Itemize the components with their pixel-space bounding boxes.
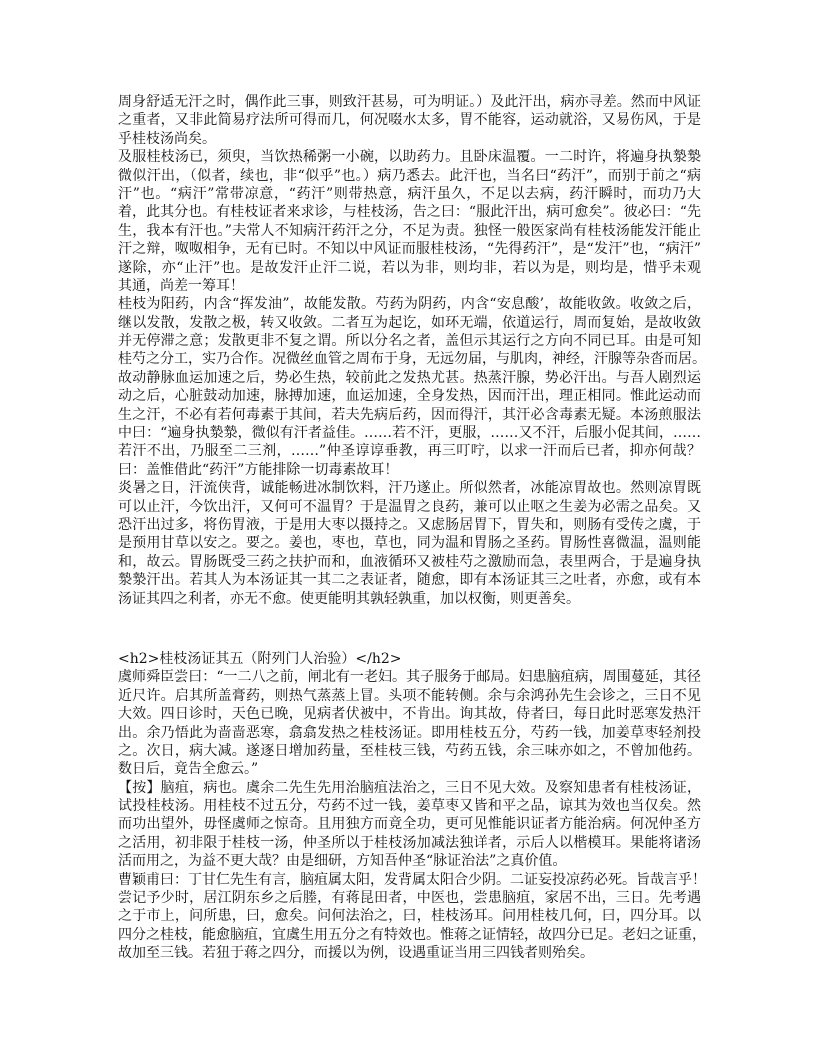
text-line: 故加至三钱。若狃于蒋之四分，而援以为例，设遇重证当用三四钱者则殆矣。 xyxy=(118,945,594,962)
text-line: 恐汗出过多，将伤胃液，于是用大枣以摄持之。又虑肠居胃下，胃失和，则肠有受传之虞，于 xyxy=(118,516,701,533)
paragraph xyxy=(118,779,701,871)
text-line: 是预用甘草以安之。要之。姜也，枣也，草也，同为温和胃肠之圣药。胃肠性喜微温，温则能 xyxy=(118,535,701,552)
text-line: 故动静脉血运加速之后，势必生热，较前此之发热尤甚。热蒸汗腺，势必汗出。与吾人剧烈运 xyxy=(118,369,701,386)
text-line: 桂枝为阳药，内含“挥发油”，故能发散。芍药为阴药，内含“安息酸’，故能收敛。收敛之后， xyxy=(118,296,701,313)
text-line: 其通，尚差一筹耳！ xyxy=(118,277,244,294)
text-line: 汗”也。“病汗”常带凉意，“药汗”则带热意，病汗虽久，不足以去病，药汗瞬时，而功乃大 xyxy=(118,185,701,202)
paragraph xyxy=(118,295,706,479)
text-line: 可以止汗，今饮出汗，又何可不温胃？于是温胃之良药，兼可以止呕之生姜为必需之品矣。又 xyxy=(118,498,701,515)
text-line: 尝记予少时，居江阴东乡之后塍，有蒋昆田者，中医也，尝患脑疽，家居不出，三日。先考遇 xyxy=(118,890,701,907)
text-line: 曰：盖惟借此“药汗”方能排除一切毒素故耳！ xyxy=(118,461,399,478)
text-line: 炎暑之日，汗流侠背，诚能畅进冰制饮料，汗乃遂止。所似然者，冰能凉胃故也。然则凉胃既 xyxy=(118,480,701,497)
section-before xyxy=(118,93,706,608)
text-line: 汤证其四之利者，亦无不愈。使更能明其孰轻孰重，加以权衡，则更善矣。 xyxy=(118,590,580,607)
text-line: 和，故云。胃肠既受三药之扶护而和，血液循环又被桂芍之激励而急，表里两合，于是遍身执 xyxy=(118,553,701,570)
text-line: 生之汗，不必有若何毒素于其间，若夫先病后药，因而得汗，其汗必含毒素无疑。本汤煎服法 xyxy=(118,406,701,423)
text-line: 汗之辩，呶呶相争，无有已时。不知以中风证而服桂枝汤，“先得药汗”，是“发汗”也，“病汗” xyxy=(118,241,701,258)
text-line: 之。次日，病大减。遂逐日增加药量，至桂枝三钱，芍药五钱，余三味亦如之，不曾加他药。 xyxy=(118,742,701,759)
paragraph xyxy=(118,871,706,963)
text-line: 活而用之，为益不更大哉？由是细研，方知吾仲圣“脉证治法”之真价值。 xyxy=(118,853,567,870)
text-line: 而功出望外，毋怪虞师之惊奇。且用独方而竟全功，更可见惟能识证者方能治病。何况仲圣方 xyxy=(118,816,701,833)
text-line: 乎桂枝汤尚矣。 xyxy=(118,130,216,147)
text-line: 出。余乃悟此为啬啬恶寒，翕翕发热之桂枝汤证。即用桂枝五分，芍药一钱，加姜草枣轻剂投 xyxy=(118,724,701,741)
paragraph xyxy=(118,148,701,295)
text-line: 及服桂枝汤已，须臾，当饮热稀粥一小碗，以助药力。且卧床温覆。一二时许，将遍身执漐漐 xyxy=(118,149,701,166)
section-after xyxy=(118,668,706,962)
text-line: 试投桂枝汤。用桂枝不过五分，芍药不过一钱，姜草枣又皆和平之品，谅其为效也当仅矣。然 xyxy=(118,798,701,815)
text-line: 四分之桂枝，能愈脑疽，宜虞生用五分之有特效也。惟蒋之证情轻，故四分已足。老妇之证重， xyxy=(118,926,706,943)
text-line: 近尺许。启其所盖膏药，则热气蒸蒸上冒。头项不能转侧。余与余鸿孙先生会诊之，三日不见 xyxy=(118,687,701,704)
text-line: 着，此其分也。有桂枝证者来求诊，与桂枝汤，告之曰：“服此汗出，病可愈矣”。彼必曰：“先 xyxy=(118,204,701,221)
text-line: 之于市上，问所患，曰，愈矣。问何法治之，曰，桂枝汤耳。问用桂枝几何，曰，四分耳。以 xyxy=(118,908,701,925)
text-line: 曹颖甫曰：丁甘仁先生有言，脑疽属太阳，发背属太阳合少阴。二证妄投凉药必死。旨哉言乎！ xyxy=(118,871,706,888)
text-line: 【按】脑疽，病也。虞余二先生先用治脑疽法治之，三日不见大效。及察知患者有桂枝汤证， xyxy=(118,779,701,796)
text-line: 桂芍之分工，实乃合作。况微丝血管之周布于身，无远勿届，与肌肉，神经，汗腺等杂沓而居。 xyxy=(118,351,706,368)
text-line: 若汗不出，乃服至二三剂，……”仲圣谆谆垂教，再三叮咛，以求一汗而后已者，抑亦何哉？ xyxy=(118,443,701,460)
section-heading: <h2>桂枝汤证其五（附列门人治验）</h2> xyxy=(118,650,402,667)
text-line: 并无停滞之意；发散更非不复之谓。所以分名之者，盖但示其运行之方向不同已耳。由是可知 xyxy=(118,333,701,350)
document-body xyxy=(118,93,706,963)
text-line: 数日后，竟告全愈云。” xyxy=(118,761,259,778)
text-line: 微似汗出，（似者，续也，非“似乎”也。）病乃悉去。此汗也，当名曰“药汗”，而别于前之“病 xyxy=(118,167,701,184)
section-gap xyxy=(118,608,701,650)
text-line: 之活用，初非限于桂枝一汤，仲圣所以于桂枝汤加减法独详者，示后人以楷模耳。果能将诸汤 xyxy=(118,834,701,851)
paragraph xyxy=(118,668,701,778)
paragraph xyxy=(118,93,701,148)
text-line: 遂除，亦“止汗”也。是故发汗止汗二说，若以为非，则均非，若以为是，则均是，惜乎未观 xyxy=(118,259,701,276)
text-line: 生，我本有汗也。”夫常人不知病汗药汗之分，不足为责。独怪一般医家尚有桂枝汤能发汗能止 xyxy=(118,222,701,239)
text-line: 继以发散，发散之极，转又收敛。二者互为起讫，如环无端，依道运行，周而复始，是故收敛 xyxy=(118,314,701,331)
text-line: 虞师舜臣尝曰：“一二八之前，闸北有一老妇。其子服务于邮局。妇患脑疽病，周围蔓延，其径 xyxy=(118,669,701,686)
text-line: 动之后，心脏鼓动加速，脉搏加速，血运加速，全身发热，因而汗出，理正相同。惟此运动而 xyxy=(118,388,701,405)
text-line: 大效。四日诊时，天色已晚，见病者伏被中，不肯出。询其故，侍者曰，每日此时恶寒发热汗 xyxy=(118,706,701,723)
text-line: 周身舒适无汗之时，偶作此三事，则致汗甚易，可为明证。）及此汗出，病亦寻差。然而中风证 xyxy=(118,94,701,110)
paragraph xyxy=(118,479,701,608)
text-line: 漐漐汗出。若其人为本汤证其一其二之表证者，随愈，即有本汤证其三之吐者，亦愈，或有本 xyxy=(118,572,701,589)
text-line: 之重者，又非此简易疗法所可得而几，何况啜水太多，胃不能容，运动就浴，又易伤风，于是 xyxy=(118,112,701,129)
text-line: 中曰：“遍身执漐漐，微似有汗者益佳。……若不汗，更服，……又不汗，后服小促其间，…… xyxy=(118,425,701,442)
